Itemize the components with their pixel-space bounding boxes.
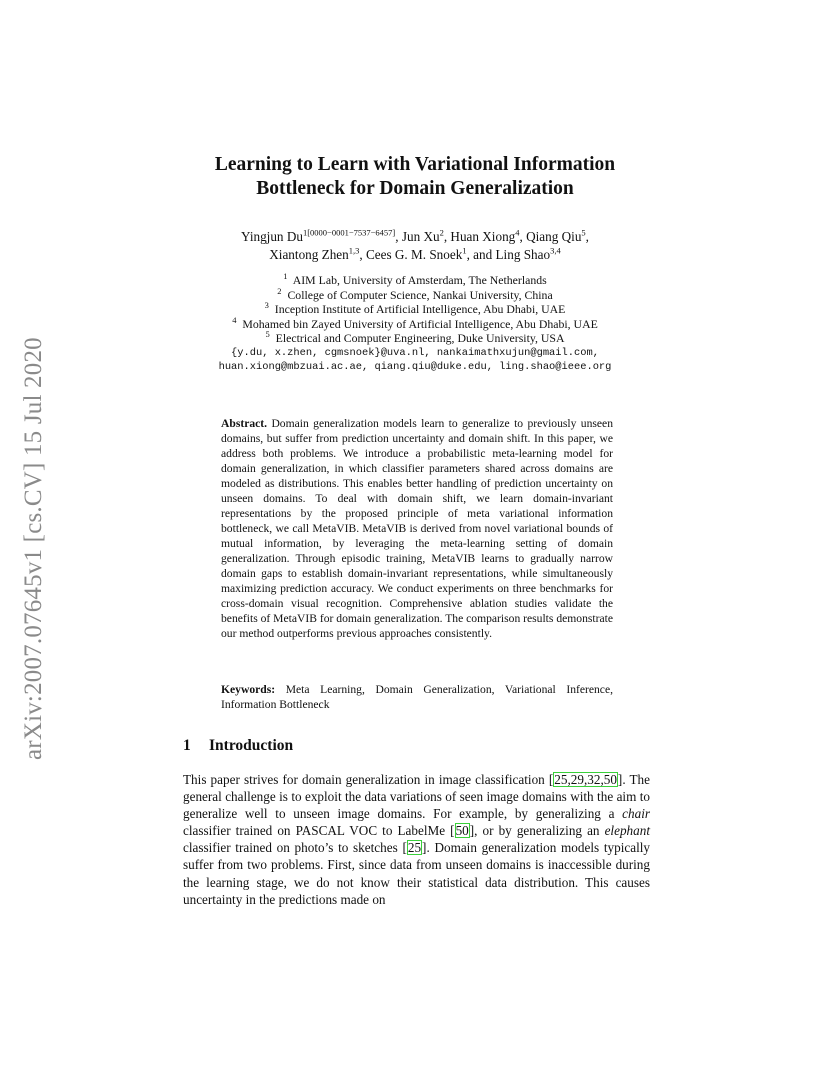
affiliation-number: 1 (283, 271, 288, 282)
abstract-label: Abstract. (221, 417, 268, 430)
title-line-2: Bottleneck for Domain Generalization (256, 178, 574, 199)
abstract (221, 416, 613, 641)
affiliation (150, 302, 680, 317)
section-number: 1 (183, 737, 191, 754)
section-title: Introduction (209, 737, 294, 754)
affiliation (150, 285, 680, 303)
affiliation-list (150, 273, 680, 375)
author-name: Qiang Qiu (526, 229, 582, 244)
email-line-1[interactable]: {y.du, x.zhen, cgmsnoek}@uva.nl, nankaimathxujun@gmail.com, (231, 346, 599, 359)
affiliation-text: AIM Lab, University of Amsterdam, The Netherlands (292, 273, 547, 287)
author-name: Ling Shao (495, 247, 551, 262)
email-line-2[interactable]: huan.xiong@mbzuai.ac.ae, qiang.qiu@duke.edu, ling.shao@ieee.org (218, 361, 612, 373)
author-name: Huan Xiong (450, 229, 516, 244)
affiliation (150, 331, 680, 346)
author-sup: 5 (581, 227, 586, 238)
arxiv-identifier: arXiv:2007.07645v1 [cs.CV] 15 Jul 2020 (20, 337, 47, 760)
affiliation-number: 5 (265, 329, 270, 340)
author-sup: 1,3 (348, 245, 360, 256)
affiliation-text: College of Computer Science, Nankai University, China (287, 287, 553, 302)
author-name: Xiantong Zhen (269, 247, 349, 262)
keywords (221, 682, 613, 712)
author-sup: 3,4 (550, 245, 561, 256)
intro-text: classifier trained on PASCAL VOC to LabelMe (183, 823, 451, 839)
title-line-1: Learning to Learn with Variational Information (214, 154, 616, 175)
intro-paragraph: This paper strives for domain generalization in image classification [25,29,32,50]. The general challenge is to exploit the data variations of seen image domains with the aim to generalize well to unseen image domains. For example, by generalizing a chair classifier trained on PASCAL VOC to LabelMe [50], or by generalizing an elephant classifier trained on photo’s to sketches [25]. Domain generalization models typically suffer from two problems. First, since data from unseen domains is inaccessible during the learning stage, we do not know their statistical data distribution. This causes uncertainty in the predictions made on (183, 772, 651, 907)
author-list (150, 228, 680, 264)
author-name: Jun Xu (401, 229, 440, 244)
author-name: Cees G. M. Snoek (365, 247, 463, 262)
intro-emphasis: elephant (604, 823, 650, 839)
affiliation-number: 2 (277, 285, 282, 296)
author-line-2: Xiantong Zhen$^{1,3}$, Cees G. M. Snoek$^1$, and Ling Shao$^{3,4}$ (269, 245, 561, 262)
affiliation-number: 4 (232, 314, 237, 325)
affiliation (150, 314, 680, 332)
paper-title (150, 153, 680, 201)
author-name: Yingjun Du (241, 229, 303, 244)
affiliation-text: Inception Institute of Artificial Intelligence, Abu Dhabi, UAE (274, 302, 566, 316)
citation-link[interactable]: 25 (407, 840, 422, 856)
intro-text: This paper strives for domain generalization in image classification (183, 772, 549, 787)
intro-text: classifier trained on photo’s to sketches (183, 840, 403, 856)
keywords-text: Meta Learning, Domain Generalization, Variational Inference, Information Bottleneck (221, 683, 613, 711)
author-sup: 1[0000−0001−7537−6457] (302, 227, 396, 238)
author-line-1: Yingjun $Du^{1[0000-0001-7537-6457]}$, Jun Xu$^2$, Huan Xiong$^4$, Qiang Qiu$^5$, (241, 227, 589, 244)
author-sup: 2 (439, 227, 444, 238)
section-heading (183, 737, 293, 755)
intro-text: . Domain generalization models typically suffer from two problems. First, since data from unseen domains is inaccessible during the learning stage, we do not know their statistical data distribution. This causes uncertainty in the predictions made on (183, 840, 650, 907)
affiliation (150, 273, 680, 288)
intro-text: . The general challenge is to exploit the data variations of seen image domains with the aim to generalize well to unseen image domains. For example, by generalizing a (183, 772, 651, 822)
intro-text: , or by generalizing an (474, 823, 605, 839)
affiliation-number: 3 (264, 300, 269, 311)
intro-emphasis: chair (622, 806, 650, 822)
keywords-label: Keywords: (221, 683, 276, 696)
citation-link[interactable]: 25,29,32,50 (554, 772, 617, 787)
author-sup: 1 (462, 245, 467, 256)
author-sup: 4 (515, 227, 520, 238)
affiliation-text: Mohamed bin Zayed University of Artificial Intelligence, Abu Dhabi, UAE (242, 316, 598, 331)
citation-link[interactable]: 50 (455, 823, 469, 839)
abstract-text: Domain generalization models learn to generalize to previously unseen domains, but suffer from prediction uncertainty and domain shift. In this paper, we address both problems. We introduce a probabilistic meta-learning model for domain generalization, in which classifier parameters shared across domains are modeled as distributions. This enables better handling of prediction uncertainty on unseen domains. To deal with domain shift, we learn domain-invariant representations by the proposed principle of meta variational information bottleneck, we call MetaVIB. MetaVIB is derived from novel variational bounds of mutual information, by leveraging the meta-learning setting of domain generalization. Through episodic training, MetaVIB learns to gradually narrow domain gaps to establish domain-invariant representations, while simultaneously maximizing prediction accuracy. We conduct experiments on three benchmarks for cross-domain visual recognition. Comprehensive ablation studies validate the benefits of MetaVIB for domain generalization. The comparison results demonstrate our method outperforms previous approaches consistently. (221, 417, 613, 640)
affiliation-text: Electrical and Computer Engineering, Duke University, USA (275, 331, 565, 345)
